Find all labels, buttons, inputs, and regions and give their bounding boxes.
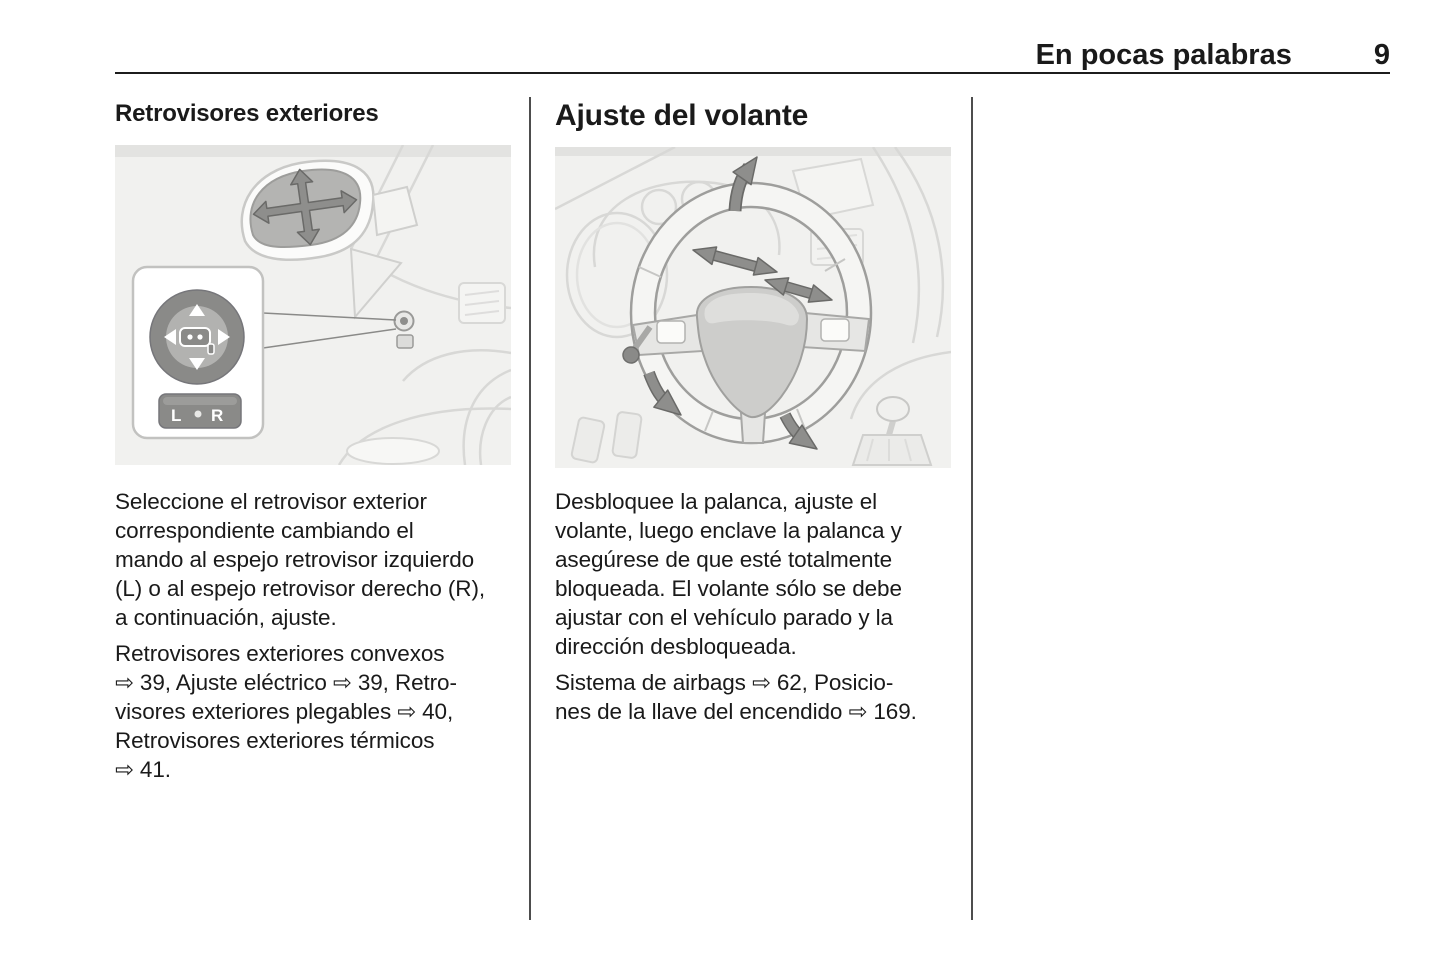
text-line: nes de la llave del encendido ⇨ 169. bbox=[555, 699, 917, 724]
header-section-title: En pocas palabras bbox=[1035, 39, 1292, 71]
steering-references-paragraph bbox=[555, 668, 953, 726]
mirror-selector-switch bbox=[159, 394, 241, 428]
text-line: dirección desbloqueada. bbox=[555, 634, 797, 659]
mirror-paragraph bbox=[115, 487, 511, 632]
switch-center-dot bbox=[195, 411, 202, 418]
text-line: bloqueada. El volante sólo se debe bbox=[555, 576, 902, 601]
dash-vent bbox=[459, 283, 505, 323]
header-rule bbox=[115, 72, 1390, 74]
middle-column-heading: Ajuste del volante bbox=[555, 99, 809, 132]
text-line: Retrovisores exteriores convexos bbox=[115, 641, 445, 666]
text-line: volante, luego enclave la palanca y bbox=[555, 518, 902, 543]
steering-paragraph bbox=[555, 487, 953, 661]
left-column-heading: Retrovisores exteriores bbox=[115, 100, 379, 127]
steering-wheel-adjustment-illustration bbox=[555, 147, 953, 468]
text-line: a continuación, ajuste. bbox=[115, 605, 337, 630]
text-line: Sistema de airbags ⇨ 62, Posicio- bbox=[555, 670, 894, 695]
text-line: ajustar con el vehículo parado y la bbox=[555, 605, 893, 630]
left-column bbox=[115, 99, 511, 784]
mirror-adjustment-illustration bbox=[115, 145, 511, 465]
door-handle-cup bbox=[347, 438, 439, 464]
text-line: Desbloquee la palanca, ajuste el bbox=[555, 489, 878, 514]
text-line: correspondiente cambiando el bbox=[115, 518, 414, 543]
callout-box bbox=[133, 267, 263, 438]
switch-label-right: R bbox=[211, 406, 224, 425]
mirror-control-knob bbox=[150, 290, 244, 384]
text-line: ⇨ 41. bbox=[115, 757, 171, 782]
text-line: (L) o al espejo retrovisor derecho (R), bbox=[115, 576, 485, 601]
column-divider-right bbox=[971, 97, 973, 920]
text-line: visores exteriores plegables ⇨ 40, bbox=[115, 699, 454, 724]
header-page-number: 9 bbox=[1373, 39, 1390, 71]
mirror-references-paragraph bbox=[115, 639, 511, 784]
switch-label-left: L bbox=[171, 406, 182, 425]
middle-column bbox=[555, 97, 953, 726]
text-line: ⇨ 39, Ajuste eléctrico ⇨ 39, Retro- bbox=[115, 670, 457, 695]
steering-illustration-svg bbox=[555, 147, 951, 468]
column-divider-left bbox=[529, 97, 531, 920]
text-line: asegúrese de que esté totalmente bbox=[555, 547, 893, 572]
text-line: Retrovisores exteriores térmicos bbox=[115, 728, 435, 753]
text-line: mando al espejo retrovisor izquierdo bbox=[115, 547, 475, 572]
page-header bbox=[115, 38, 1390, 72]
text-line: Seleccione el retrovisor exterior bbox=[115, 489, 427, 514]
mirror-illustration-svg bbox=[115, 145, 511, 465]
